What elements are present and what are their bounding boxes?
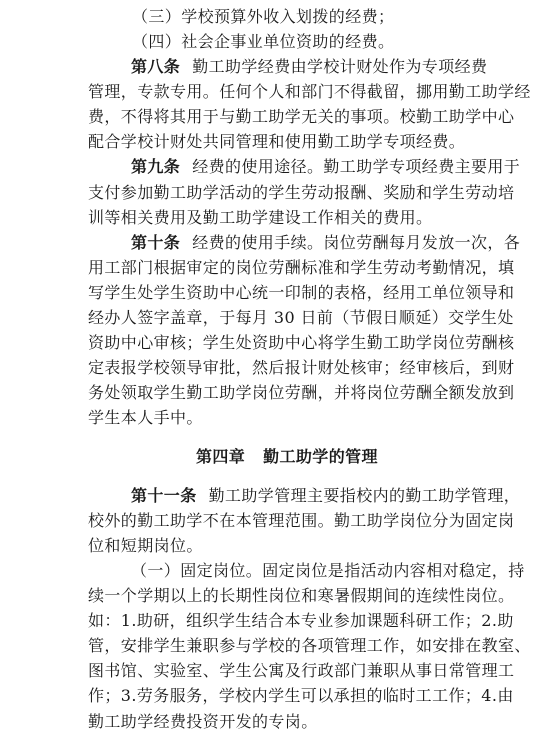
article-text: 经费的使用手续。岗位劳酬每月发放一次，各 [192,233,521,252]
text-line: 图书馆、实验室、学生公寓及行政部门兼职从事日常管理工 [88,661,515,680]
article-text: 经费的使用途径。勤工助学专项经费主要用于 [192,157,521,176]
article-11-line [131,483,520,508]
text-line: 勤工助学经费投资开发的专岗。 [88,712,318,731]
text-line: 校外的勤工助学不在本管理范围。勤工助学岗位分为固定岗 [88,511,515,530]
text-line: （三）学校预算外收入划拨的经费； [132,7,395,26]
text-line: 学生本人手中。 [88,408,203,427]
text-line: 位和短期岗位。 [88,536,203,555]
article-8-line [131,54,487,79]
article-text: 勤工助学管理主要指校内的勤工助学管理， [208,486,521,505]
text-line: （一）固定岗位。固定岗位是指活动内容相对稳定，持 [131,561,525,580]
text-line: 如：1.助研，组织学生结合本专业参加课题科研工作；2.助 [88,611,514,630]
text-line: 作；3.劳务服务，学校内学生可以承担的临时工工作；4.由 [88,686,514,705]
text-line: 用工部门根据审定的岗位劳酬标准和学生劳动考勤情况，填 [88,258,515,277]
text-line: 支付参加勤工助学活动的学生劳动报酬、奖励和学生劳动培 [88,183,515,202]
article-label: 第十一条 [131,486,197,505]
chapter-heading: 第四章 勤工助学的管理 [196,447,378,466]
article-text: 勤工助学经费由学校计财处作为专项经费 [192,57,488,76]
text-line: 管，安排学生兼职参与学校的各项管理工作，如安排在教室、 [88,636,531,655]
article-label: 第八条 [131,57,181,76]
text-line: 训等相关费用及勤工助学建设工作相关的费用。 [88,208,433,227]
article-10-line [131,230,520,255]
article-9-line [131,154,520,179]
article-label: 第九条 [131,157,181,176]
text-line: 费，不得将其用于与勤工助学无关的事项。校勤工助学中心 [88,107,515,126]
text-line: 资助中心审核；学生处资助中心将学生勤工助学岗位劳酬核 [88,333,515,352]
text-line: 务处领取学生勤工助学岗位劳酬，并将岗位劳酬全额发放到 [88,383,515,402]
text-line: 经办人签字盖章，于每月 30 日前（节假日顺延）交学生处 [88,308,514,327]
text-line: 写学生处学生资助中心统一印制的表格，经用工单位领导和 [88,283,515,302]
article-label: 第十条 [131,233,181,252]
text-line: 续一个学期以上的长期性岗位和寒暑假期间的连续性岗位。 [88,586,515,605]
text-line: 配合学校计财处共同管理和使用勤工助学专项经费。 [88,132,466,151]
text-line: 定表报学校领导审批，然后报计财处核审；经审核后，到财 [88,358,515,377]
text-line: （四）社会企事业单位资助的经费。 [132,32,395,51]
text-line: 管理，专款专用。任何个人和部门不得截留，挪用勤工助学经 [88,82,531,101]
